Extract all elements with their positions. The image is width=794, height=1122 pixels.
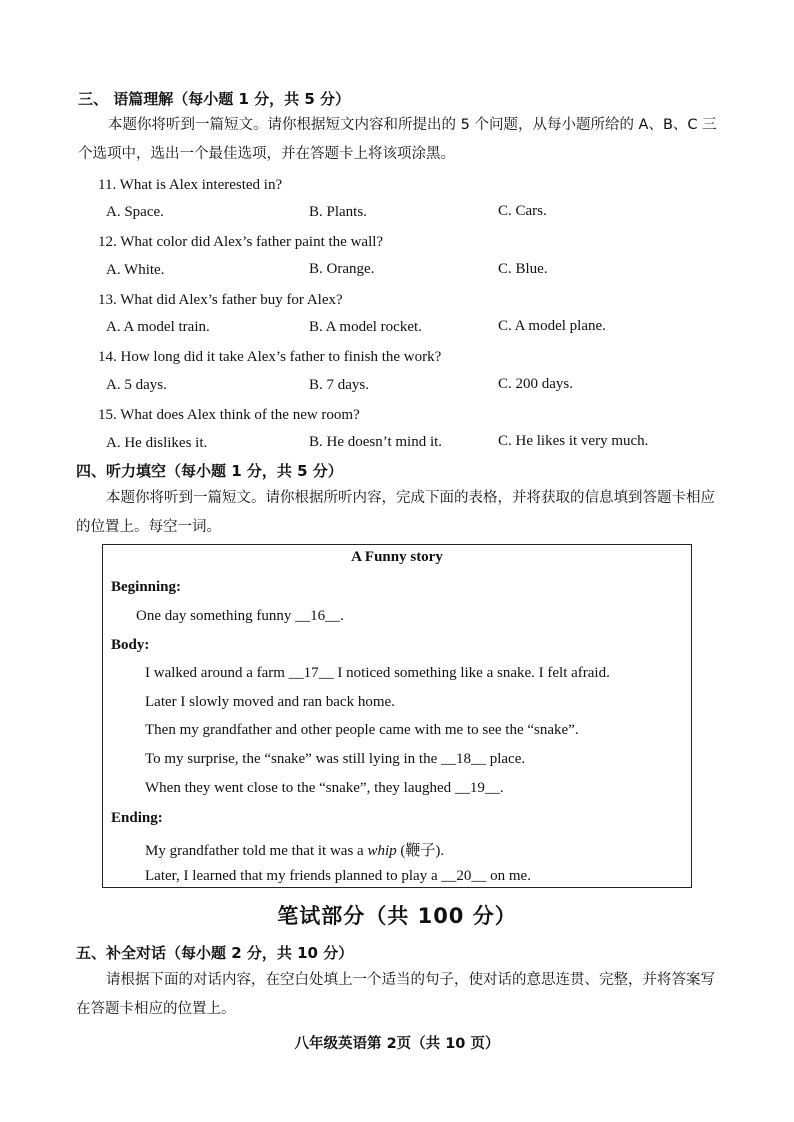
funny-story-table	[102, 544, 692, 888]
question-15: 15. What does Alex think of the new room?	[98, 407, 360, 423]
body-line-1: I walked around a farm __17__ I noticed something like a snake. I felt afraid.	[145, 665, 610, 681]
table-title: A Funny story	[351, 549, 443, 565]
q13-option-a: A. A model train.	[106, 319, 210, 335]
ending-line-1	[145, 839, 444, 860]
q12-option-a: A. White.	[106, 262, 165, 278]
body-line-3: Then my grandfather and other people came with me to see the “snake”.	[145, 722, 579, 738]
question-13: 13. What did Alex’s father buy for Alex?	[98, 292, 343, 308]
question-14: 14. How long did it take Alex’s father to finish the work?	[98, 349, 442, 365]
q11-option-c: C. Cars.	[498, 203, 547, 219]
q12-option-b: B. Orange.	[309, 261, 375, 277]
section4-instruction: 本题你将听到一篇短文。请你根据所听内容，完成下面的表格，并将获取的信息填到答题卡相应的位置上。每空一词。	[76, 490, 715, 535]
written-part-title: 笔试部分（共 100 分）	[277, 904, 517, 928]
section4-heading: 四、听力填空（每小题 1 分，共 5 分）	[76, 462, 343, 480]
ending-line-2: Later, I learned that my friends planned to play a __20__ on me.	[145, 868, 531, 884]
ending-label: Ending:	[111, 810, 163, 826]
q15-option-a: A. He dislikes it.	[106, 435, 208, 451]
ending-line-1-post: (鞭子).	[396, 843, 445, 859]
body-line-5: When they went close to the “snake”, they laughed __19__.	[145, 780, 504, 796]
q15-option-b: B. He doesn’t mind it.	[309, 434, 443, 450]
question-11: 11. What is Alex interested in?	[98, 177, 283, 193]
q15-option-c: C. He likes it very much.	[498, 433, 649, 449]
section5-heading: 五、补全对话（每小题 2 分，共 10 分）	[76, 944, 354, 962]
ending-line-1-pre: My grandfather told me that it was a	[145, 843, 368, 859]
q14-option-c: C. 200 days.	[498, 376, 573, 392]
question-12: 12. What color did Alex’s father paint the wall?	[98, 234, 384, 250]
q11-option-b: B. Plants.	[309, 204, 367, 220]
q14-option-b: B. 7 days.	[309, 377, 369, 393]
q11-option-a: A. Space.	[106, 204, 164, 220]
q12-option-c: C. Blue.	[498, 261, 548, 277]
body-label: Body:	[111, 637, 150, 653]
section3-heading: 三、 语篇理解（每小题 1 分，共 5 分）	[78, 90, 350, 108]
section3-instruction: 本题你将听到一篇短文。请你根据短文内容和所提出的 5 个问题，从每小题所给的 A、B、C 三个选项中，选出一个最佳选项，并在答题卡上将该项涂黑。	[78, 117, 717, 162]
q13-option-c: C. A model plane.	[498, 318, 606, 334]
q14-option-a: A. 5 days.	[106, 377, 167, 393]
q13-option-b: B. A model rocket.	[309, 319, 422, 335]
section5-instruction: 请根据下面的对话内容，在空白处填上一个适当的句子，使对话的意思连贯、完整，并将答案写在答题卡相应的位置上。	[76, 972, 715, 1017]
beginning-line: One day something funny __16__.	[136, 608, 344, 624]
body-line-4: To my surprise, the “snake” was still lying in the __18__ place.	[145, 751, 526, 767]
body-line-2: Later I slowly moved and ran back home.	[145, 694, 395, 710]
beginning-label: Beginning:	[111, 579, 182, 595]
page-footer: 八年级英语第 2页（共 10 页）	[294, 1036, 500, 1052]
ending-line-1-italic: whip	[367, 843, 397, 859]
